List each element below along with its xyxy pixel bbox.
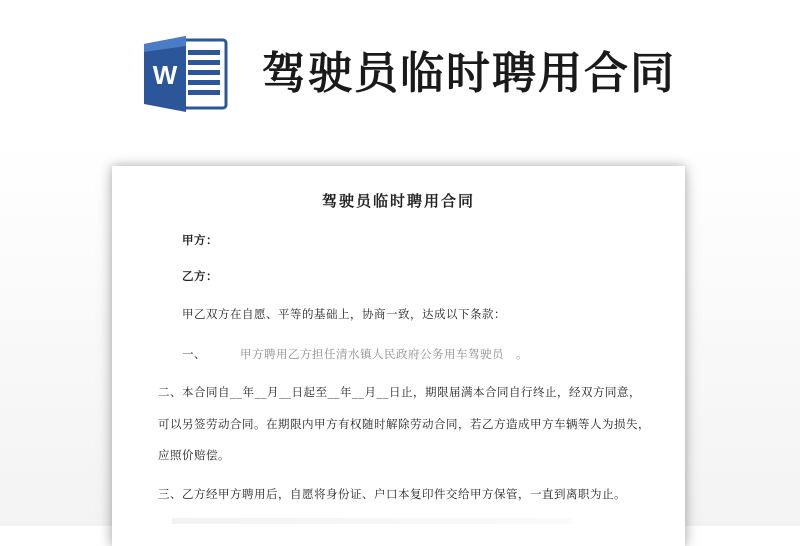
clause-1-number: 一、: [182, 347, 206, 361]
word-letter: W: [152, 60, 178, 90]
clause-1-text: 甲方聘用乙方担任清水镇人民政府公务用车驾驶员 。: [240, 347, 528, 361]
preamble-paragraph: 甲乙双方在自愿、平等的基础上，协商一致，达成以下条款：: [182, 307, 506, 321]
document-title: 驾驶员临时聘用合同: [321, 192, 475, 210]
clause-2-line-2: 可以另签劳动合同。在期限内甲方有权随时解除劳动合同，若乙方造成甲方车辆等人为损失，: [158, 417, 650, 431]
word-document-icon: [142, 36, 230, 112]
clause-1: [182, 346, 528, 362]
next-line-fade: [172, 518, 572, 524]
clause-2-line-1: 二、本合同自__年__月__日起至__年__月__日止，期限届满本合同自行终止，经双方同意，: [158, 385, 641, 399]
header-banner: [0, 0, 800, 140]
document-page: [112, 166, 685, 546]
party-a-label: 甲方：: [182, 233, 218, 247]
party-b-label: 乙方：: [182, 269, 218, 283]
page-title: 驾驶员临时聘用合同: [262, 48, 676, 99]
clause-3: 三、乙方经甲方聘用后，自愿将身份证、户口本复印件交给甲方保管，一直到离职为止。: [158, 487, 626, 501]
clause-2-line-3: 应照价赔偿。: [158, 448, 230, 462]
